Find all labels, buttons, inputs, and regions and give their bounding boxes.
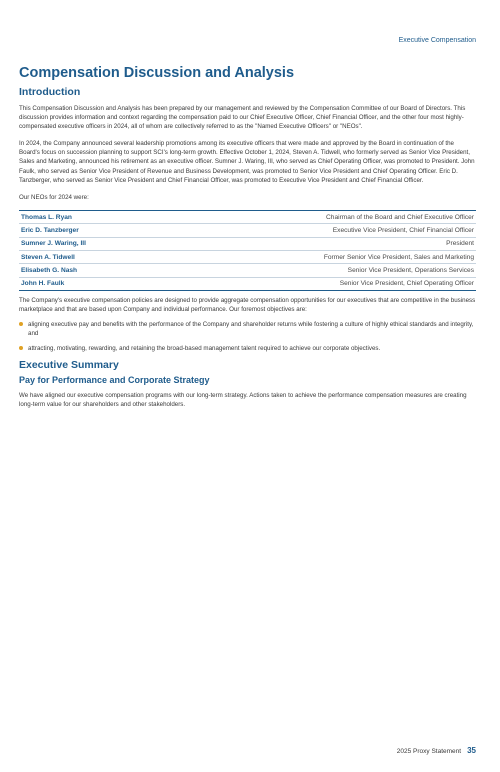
objective-text: attracting, motivating, rewarding, and retaining the broad-based management talent required to achieve our corporate objectives.: [28, 344, 381, 352]
bullet-icon: [19, 346, 23, 350]
list-item: [19, 320, 476, 338]
introduction-paragraph-1: This Compensation Discussion and Analysis has been prepared by our management and reviewed by the Compensation Committee of our Board of Directors. This discussion provides information and context regarding the compensation paid to our Chief Executive Officer, Chief Financial Officer, and the other four most highly-compensated executive officers in 2024, all of whom are collectively referred to as the "Named Executive Officers" or "NEOs".: [19, 105, 466, 131]
neo-title: Former Senior Vice President, Sales and Marketing: [160, 251, 476, 264]
page-footer: [397, 746, 476, 755]
pay-for-performance-heading: Pay for Performance and Corporate Strategy: [19, 374, 210, 385]
page-number: 35: [467, 746, 476, 755]
bullet-icon: [19, 322, 23, 326]
neo-name: Steven A. Tidwell: [19, 251, 160, 264]
executive-summary-heading: Executive Summary: [19, 358, 119, 371]
footer-label: 2025 Proxy Statement: [396, 748, 462, 755]
page-content: [19, 64, 476, 409]
objective-text: aligning executive pay and benefits with the performance of the Company and shareholder returns while fostering a culture of highly ethical standards and integrity, and: [28, 321, 474, 338]
neo-name: Elisabeth G. Nash: [19, 264, 160, 277]
neo-name: Sumner J. Waring, III: [19, 237, 160, 250]
introduction-heading: Introduction: [19, 86, 81, 98]
neo-name: John H. Faulk: [19, 277, 160, 290]
policies-paragraph: The Company's executive compensation policies are designed to provide aggregate compensation opportunities for our executives that are competitive in the business marketplace and that are based upon Company and individual performance. Our foremost objectives are:: [19, 297, 476, 314]
executive-summary-paragraph: We have aligned our executive compensation programs with our long-term strategy. Actions taken to achieve the performance compensation measures are creating long-term value for our shareholders and other stakeholders.: [19, 391, 467, 408]
table-row: [19, 224, 476, 237]
neo-name: Eric D. Tanzberger: [19, 224, 160, 237]
neo-name: Thomas L. Ryan: [19, 210, 160, 223]
table-row: [19, 210, 476, 223]
neo-table: [19, 210, 476, 291]
objectives-list: [19, 320, 476, 352]
list-item: [19, 344, 476, 353]
introduction-paragraph-2: In 2024, the Company announced several leadership promotions among its executive officers that were made and approved by the Board in continuation of the Board's focus on succession planning to support SCI's long-term growth. Effective October 1, 2024, Steven A. Tidwell, who formerly served as Senior Vice President, Sales and Marketing, announced his retirement as an executive officer. Sumner J. Waring, III, who served as Chief Operating Officer, was promoted to President. John Faulk, who served as Senior Vice President of Revenue and Business Development, was promoted to Senior Vice President and Chief Operating Officer. Eric D. Tanzberger, who served as Senior Vice President and Chief Financial Officer, was promoted to Executive Vice President and Chief Financial Officer.: [19, 140, 475, 184]
table-row: [19, 264, 476, 277]
neo-title: President: [160, 237, 476, 250]
neo-title: Chairman of the Board and Chief Executive Officer: [160, 210, 476, 223]
neo-title: Senior Vice President, Operations Services: [160, 264, 476, 277]
table-row: [19, 277, 476, 290]
neo-title: Executive Vice President, Chief Financial Officer: [160, 224, 476, 237]
running-head: Executive Compensation: [398, 37, 476, 44]
neo-title: Senior Vice President, Chief Operating Officer: [160, 277, 476, 290]
page-title: Compensation Discussion and Analysis: [19, 65, 295, 81]
table-row: [19, 251, 476, 264]
table-row: [19, 237, 476, 250]
neos-intro: Our NEOs for 2024 were:: [19, 193, 89, 201]
